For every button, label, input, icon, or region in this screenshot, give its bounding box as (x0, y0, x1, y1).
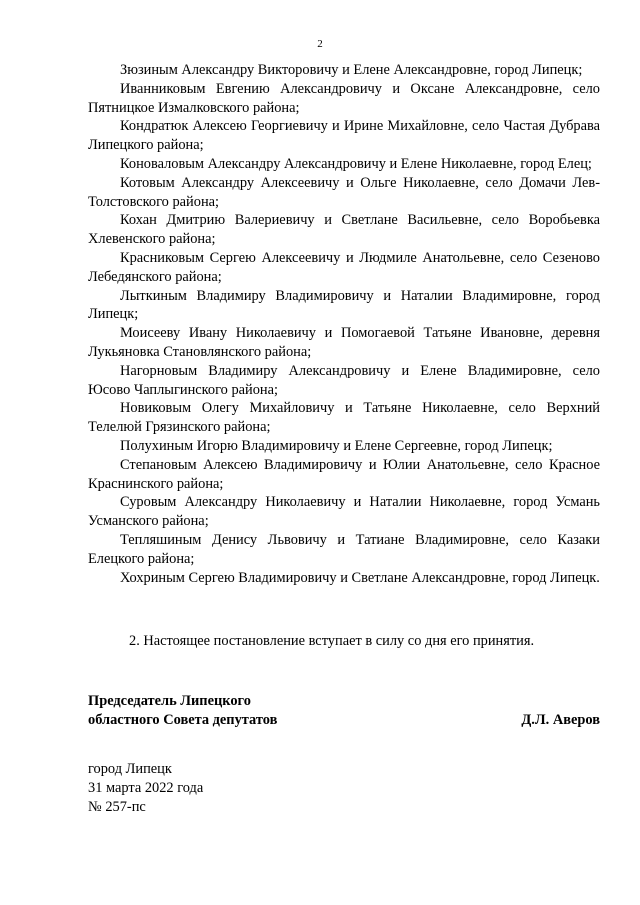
recipients-list (88, 61, 600, 587)
document-footer (88, 760, 203, 816)
recipient-entry: Степановым Алексею Владимировичу и Юлии Анатольевне, село Красное Краснинского района; (88, 456, 600, 492)
recipient-entry: Хохриным Сергею Владимировичу и Светлане Александровне, город Липецк. (120, 569, 600, 586)
recipient-entry: Кондратюк Алексею Георгиевичу и Ирине Михайловне, село Частая Дубрава Липецкого района; (88, 118, 600, 154)
signature-block (88, 692, 600, 730)
footer-number: № 257-пс (88, 798, 146, 815)
recipient-entry: Иванниковым Евгению Александровичу и Оксане Александровне, село Пятницкое Измалковского района; (88, 80, 600, 116)
recipient-entry: Котовым Александру Алексеевичу и Ольге Николаевне, село Домачи Лев-Толстовского района; (88, 174, 600, 210)
recipient-entry: Тепляшиным Денису Львовичу и Татиане Владимировне, село Казаки Елецкого района; (88, 531, 600, 567)
footer-date: 31 марта 2022 года (88, 779, 204, 796)
recipient-entry: Лыткиным Владимиру Владимировичу и Наталии Владимировне, город Липецк; (88, 287, 600, 323)
recipient-entry: Суровым Александру Николаевичу и Наталии Николаевне, город Усмань Усманского района; (88, 494, 600, 530)
recipient-entry: Моисееву Ивану Николаевичу и Помогаевой Татьяне Ивановне, деревня Лукьяновка Становлянского района; (88, 325, 600, 360)
footer-city: город Липецк (88, 761, 172, 777)
recipient-entry: Новиковым Олегу Михайловичу и Татьяне Николаевне, село Верхний Телелюй Грязинского района; (88, 400, 600, 436)
recipient-entry: Красниковым Сергею Алексеевичу и Людмиле Анатольевне, село Сезеново Лебедянского района; (88, 249, 600, 285)
signatory-title-line1: Председатель Липецкого (88, 693, 251, 709)
recipient-entry: Зюзиным Александру Викторовичу и Елене Александровне, город Липецк; (120, 62, 583, 78)
recipient-entry: Полухиным Игорю Владимировичу и Елене Сергеевне, город Липецк; (120, 437, 553, 454)
page-number: 2 (317, 38, 323, 50)
recipient-entry: Коноваловым Александру Александровичу и Елене Николаевне, город Елец; (120, 155, 592, 172)
signatory-name: Д.Л. Аверов (521, 711, 600, 728)
recipient-entry: Кохан Дмитрию Валериевичу и Светлане Васильевне, село Воробьевка Хлевенского района; (88, 212, 600, 248)
recipient-entry: Нагорновым Владимиру Александровичу и Елене Владимировне, село Юсово Чаплыгинского района; (88, 362, 600, 398)
clause-2: 2. Настоящее постановление вступает в силу со дня его принятия. (129, 633, 535, 649)
signatory-title-line2: областного Совета депутатов (88, 711, 278, 728)
